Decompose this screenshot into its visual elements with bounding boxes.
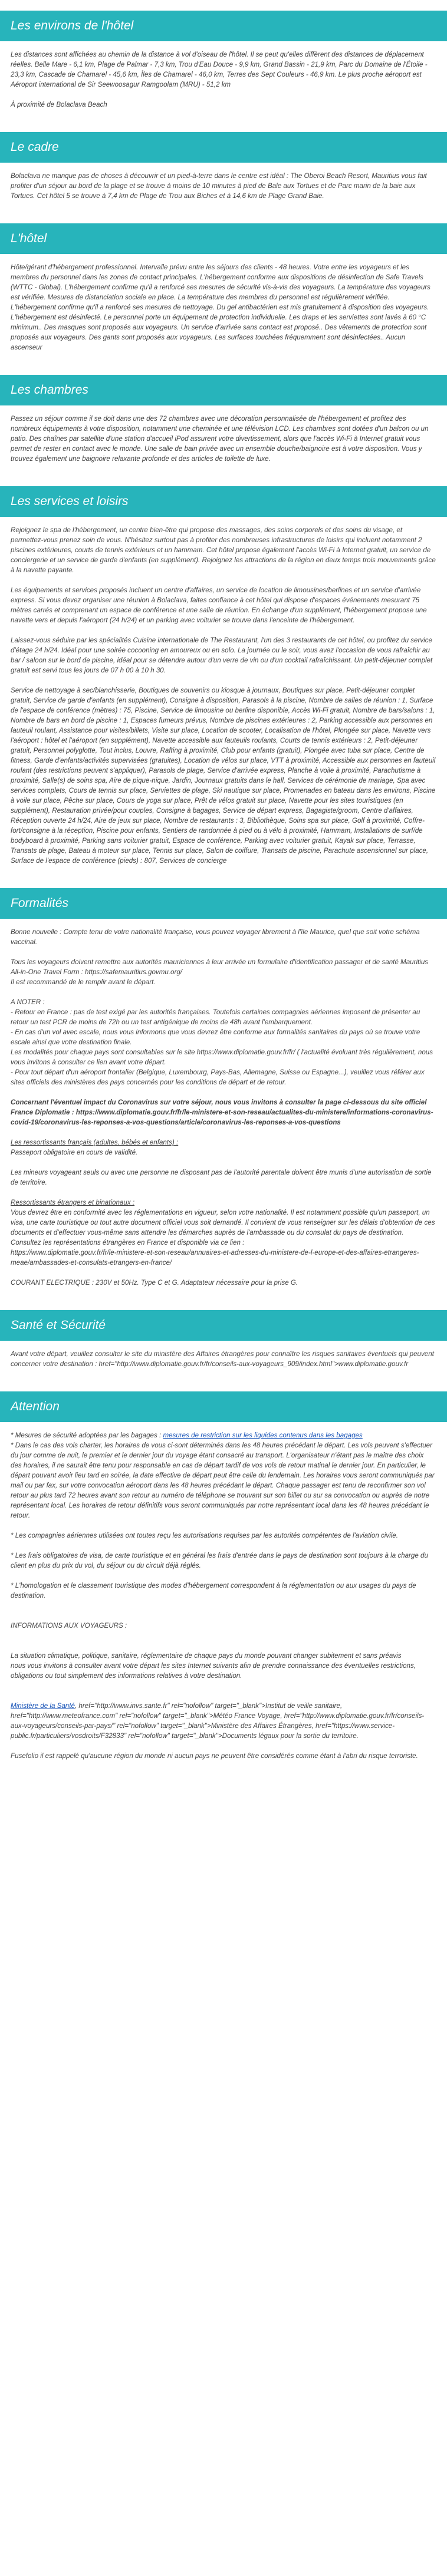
section-attention <box>0 1391 447 1761</box>
paragraph <box>11 1198 436 1208</box>
paragraph <box>11 1701 436 1741</box>
section-health-safety <box>0 1310 447 1369</box>
paragraph: Les équipements et services proposés incluent un centre d'affaires, un service de location de limousines/berlines et un service d'arrivée express. Si vous devez organiser une réunion à Bolaclava, faites confiance à cet hôtel qui dispose d'espaces événements mesurant 75 mètres carrés et comprenant un espace de conférence et une salle de réunion. En échange d'un supplément, l'hébergement propose une navette vers et depuis l'aéroport (24 h/24) et un parking avec voiturier se trouve dans l'enceinte de l'hébergement. <box>11 586 427 624</box>
paragraph: Les distances sont affichées au chemin de la distance à vol d'oiseau de l'hôtel. Il se peut qu'elles diffèrent des distances de déplacement réelles. Belle Mare - 6,1 km, Plage de Palmar - 7,3 km, Trou d'Eau Douce - 9,9 km, Grand Bassin - 21,9 km, Parc du Domaine de l'Étoile - 23,3 km, Cascade de Chamarel - 45,6 km, Îles de Chamarel - 46,0 km, Terres des Sept Couleurs - 46,9 km. Le plus proche aéroport est Aéroport international de Sir Seewoosagur Ramgoolam (MRU) - 51,2 km <box>11 51 428 88</box>
section-body <box>0 919 447 1288</box>
section-body <box>0 517 447 866</box>
paragraph: Les modalités pour chaque pays sont consultables sur le site https://www.diplomatie.gouv.fr/fr/ ( l'actualité évoluant très régulièrement, nous vous invitons à consulter ce lien avant votre départ. <box>11 1048 433 1066</box>
paragraph: https://www.diplomatie.gouv.fr/fr/le-ministere-et-son-reseau/annuaires-et-adresses-du-ministere-de-l-europe-et-des-affaires-etrangeres-meae/ambassades-et-consulats-etrangers-en-france/ <box>11 1249 419 1266</box>
paragraph: - Pour tout départ d'un aéroport frontalier (Belgique, Luxembourg, Pays-Bas, Allemagne, Suisse ou Espagne...), veuillez vous référer aux sites officiels des ministères des pays concernés pour les conditions de départ et de retour. <box>11 1068 425 1086</box>
health-ministry-link[interactable]: Ministère de la Santé <box>11 1702 75 1710</box>
paragraph: COURANT ELECTRIQUE : 230V et 50Hz. Type C et G. Adaptateur nécessaire pour la prise G. <box>11 1279 298 1287</box>
paragraph: Il est recommandé de le remplir avant le départ. <box>11 978 156 986</box>
section-title: Les services et loisirs <box>0 486 447 517</box>
section-hotel-surroundings <box>0 11 447 110</box>
section-body <box>0 254 447 352</box>
paragraph: La situation climatique, politique, sanitaire, réglementaire de chaque pays du monde pouvant changer subitement et sans préavis <box>11 1652 402 1660</box>
paragraph: Rejoignez le spa de l'hébergement, un centre bien-être qui propose des massages, des soins corporels et des soins du visage, et permettez-vous prenez soin de vous. N'hésitez surtout pas à profiter des nombreuses infrastructures de loisirs qui incluent notamment 2 piscines extérieures, courts de tennis extérieurs et un hammam. Cet hôtel propose également l'accès Wi-Fi à Internet gratuit, un service de conciergerie et un service de garde d'enfants (en supplément). Rejoignez les attractions de la région en deux temps trois mouvements grâce à la navette payante. <box>11 526 436 574</box>
subheading-french-nationals: Les ressortissants français (adultes, bébés et enfants) : <box>11 1139 179 1146</box>
paragraph: Passez un séjour comme il se doit dans une des 72 chambres avec une décoration personnalisée de l'hébergement et profitez des nombreux équipements à votre disposition, notamment une cheminée et une télévision LCD. Les chambres sont dotées d'un balcon ou un patio. Des chaînes par satellite d'une station d'accueil iPod assurent votre divertissement, alors que l'accès Wi-Fi à Internet gratuit vous permet de rester en contact avec le monde. Une salle de bain privée avec un ensemble douche/baignoire est à votre disposition. Vous y trouvez également une baignoire relaxante profonde et des articles de toilette de luxe. <box>11 415 429 463</box>
coronavirus-notice: Concernant l'éventuel impact du Coronavirus sur votre séjour, nous vous invitons à consulter la page ci-dessous du site officiel France Diplomatie : https://www.diplomatie.gouv.fr/fr/le-ministere-et-son-reseau/actualites-du-ministere/informations-coronavirus-covid-19/coronavirus-les-reponses-a-vos-questions/article/coronavirus-les-reponses-a-vos-questions <box>11 1099 433 1126</box>
section-formalities <box>0 888 447 1288</box>
subheading-foreign-nationals: Ressortissants étrangers et binationaux : <box>11 1199 135 1206</box>
paragraph: - En cas d'un vol avec escale, nous vous informons que vous devrez être conforme aux formalités sanitaires du pays où se trouve votre escale ainsi que votre destination finale. <box>11 1028 420 1046</box>
section-title: Le cadre <box>0 132 447 163</box>
section-body <box>0 405 447 464</box>
paragraph: Hôte/gérant d'hébergement professionnel. Intervalle prévu entre les séjours des clients - 48 heures. Votre entre les voyageurs et les membres du personnel dans les zones de contact principales. L'hébergement conforme aux dispositions de désinfection de Safe Travels (WTTC - Global). L'hébergement confirme qu'il a renforcé ses mesures de sécurité vis-à-vis des voyageurs. La température des voyageurs est vérifiée. Mesures de distanciation sociale en place. La température des membres du personnel est régulièrement vérifiée. L'hébergement confirme qu'il a renforcé ses mesures de nettoyage. Du gel antibactérien est mis gratuitement à disposition des voyageurs. L'hébergement est désinfecté. Le personnel porte un équipement de protection individuelle. Les draps et les serviettes sont lavés à 60 °C minimum.. Des masques sont proposés aux voyageurs. Un service d'arrivée sans contact est proposé.. Des vêtements de protection sont proposés aux voyageurs. Des gants sont proposés aux voyageurs. Les surfaces touchées fréquemment sont désinfectées.. Aucun ascenseur <box>11 263 430 351</box>
paragraph: À proximité de Bolaclava Beach <box>11 101 107 108</box>
section-body <box>0 41 447 110</box>
spacer <box>11 1611 436 1621</box>
paragraph <box>11 1097 436 1127</box>
paragraph: Passeport obligatoire en cours de validité. <box>11 1149 138 1156</box>
paragraph: Avant votre départ, veuillez consulter le site du ministère des Affaires étrangères pour connaître les risques sanitaires éventuels qui peuvent concerner votre destination : href="http://www.diplomatie.gouv.fr/fr/conseils-aux-voyageurs_909/index.html">www.diplomatie.gouv.fr <box>11 1350 434 1368</box>
paragraph: Service de nettoyage à sec/blanchisserie, Boutiques de souvenirs ou kiosque à journaux, Boutiques sur place, Petit-déjeuner complet gratuit, Service de garde d'enfants (en supplément), Consigne à disposition, Parasols à la piscine, Nombre de salles de réunion : 1, Surface de l'espace de conférence (mètres) : 75, Piscine, Service de limousine ou berline disponible, Accès Wi-Fi gratuit, Nombre de bars/salons : 1, Nombre de bars en bord de piscine : 1, Espaces fumeurs prévus, Nombre de piscines extérieures : 2, Parking accessible aux personnes en fauteuil roulant, Assistance pour visites/billets, Visite sur place, Location de scooter, Localisation de l'hôtel, Plongée sur place, Navette vers l'aéroport : hôtel et l'aéroport (en supplément), Navette accessible aux fauteuils roulants, Courts de tennis extérieurs : 2, Petit-déjeuner gratuit, Personnel polyglotte, Tout inclus, Louvre, Rafting à proximité, Club pour enfants (gratuit), Plongée avec tuba sur place, Centre de fitness, Garde d'enfants/activités supervisées (gratuites), Location de vélos sur place, VTT à proximité, Accessible aux personnes en fauteuil roulant (des restrictions peuvent s'appliquer), Parasols de plage, Service d'arrivée express, Planche à voile à proximité, Parachutisme à proximité, Salle(s) de soins spa, Aire de pique-nique, Jardin, Journaux gratuits dans le hall, Services de cérémonie de mariage, Spa avec services complets, Cours de tennis sur place, Serviettes de plage, Ski nautique sur place, Promenades en bateau dans les environs, Piscine à voile sur place, Pêche sur place, Cours de yoga sur place, Prêt de vélos gratuit sur place, Navette pour les sites touristiques (en supplément), Restauration privée/pour couples, Consigne à bagages, Service de départ express, Bagagiste/groom, Centre d'affaires, Réception ouverte 24 h/24, Aire de jeux sur place, Nombre de restaurants : 3, Bibliothèque, Soins spa sur place, Golf à proximité, Coffre-fort/consigne à la réception, Piscine pour enfants, Sentiers de randonnée à pied ou à vélo à proximité, Hammam, Installations de surf/de bodyboard à proximité, Parking sans voiturier gratuit, Espace de conférence, Parking avec voiturier gratuit, Kayak sur place, Terrasse, Transats de plage, Bateau à moteur sur place, Tennis sur place, Salon de coiffure, Transats de piscine, Parachute ascensionnel sur place, Surface de l'espace de conférence (pieds) : 807, Services de concierge <box>11 687 436 865</box>
section-title: Les chambres <box>0 375 447 405</box>
paragraph: Consultez les représentations étrangères en France et disponible via ce lien : <box>11 1239 245 1246</box>
security-label: * Mesures de sécurité adoptées par les bagages : <box>11 1432 162 1439</box>
paragraph: INFORMATIONS AUX VOYAGEURS : <box>11 1622 127 1630</box>
section-title: Santé et Sécurité <box>0 1310 447 1341</box>
paragraph: Tous les voyageurs doivent remettre aux autorités mauriciennes à leur arrivée un formulaire d'identification passager et de santé Mauritius All-in-One Travel Form : https://safemauritius.govmu.org/ <box>11 958 429 976</box>
section-title: L'hôtel <box>0 223 447 254</box>
paragraph: Vous devrez être en conformité avec les réglementations en vigueur, selon votre nationalité. Il est notamment possible qu'un passeport, un visa, une carte touristique ou tout autre document officiel vous soit demandé. Il convient de vous renseigner sur les délais d'obtention de ces documents et d'effectuer vous-même sans attendre les démarches auprès de l'ambassade ou du consulat du pays de destination. <box>11 1209 435 1236</box>
spacer <box>11 1691 436 1701</box>
paragraph <box>11 1137 436 1147</box>
paragraph: - Retour en France : pas de test exigé par les autorités françaises. Toutefois certaines compagnies aériennes imposent de présenter au retour un test PCR de moins de 72h ou un test antigénique de moins de 48h avant l'embarquement. <box>11 1008 420 1026</box>
paragraph: nous vous invitons à consulter avant votre départ les sites Internet suivants afin de prendre connaissance des éventuelles restrictions, obligations ou tout simplement des informations relatives à votre destination. <box>11 1662 416 1680</box>
paragraph: * Les frais obligatoires de visa, de carte touristique et en général les frais d'entrée dans le pays de destination sont toujours à la charge du client en plus du prix du vol, du séjour ou du circuit déjà réglés. <box>11 1552 428 1569</box>
section-services-leisure <box>0 486 447 866</box>
spacer <box>11 1641 436 1651</box>
section-body <box>0 1341 447 1369</box>
section-hotel <box>0 223 447 352</box>
links-text: , href="http://www.invs.sante.fr" rel="nofollow" target="_blank">Institut de veille sanitaire, href="http://www.meteofrance.com" rel="nofollow" target="_blank">Météo France Voyage, href="http://www.diplomatie.gouv.fr/fr/conseils-aux-voyageurs/conseils-par-pays/" rel="nofollow" target="_blank">Ministère des Affaires Étrangères, href="https://www.service-public.fr/particuliers/vosdroits/F32833" rel="nofollow" target="_blank">Documents légaux pour la sortie du territoire. <box>11 1702 425 1740</box>
section-title: Les environs de l'hôtel <box>0 11 447 41</box>
paragraph: * L'homologation et le classement touristique des modes d'hébergement correspondent à la réglementation ou aux usages du pays de destination. <box>11 1582 416 1599</box>
liquids-restriction-link[interactable]: mesures de restriction sur les liquides contenus dans les bagages <box>163 1432 363 1439</box>
section-title: Formalités <box>0 888 447 919</box>
section-setting <box>0 132 447 201</box>
paragraph: * Dans le cas des vols charter, les horaires de vous ci-sont déterminés dans les 48 heures précédant le départ. Les vols peuvent s'effectuer du jour comme de nuit, le premier et le dernier jour du voyage étant consacré au transport. L'organisateur n'étant pas le maître des choix des horaires, il ne saurait être tenu pour responsable en cas de départ tardif de vos vols de retour matinal le dernier jour. En particulier, le départ pouvant avoir lieu tard en soirée, la date effective de départ peut être celle du lendemain. Les horaires vous seront communiqués par mail ou par fax, sur votre convocation aéroport dans les 48 heures précédant le départ. Chaque passager est tenu de reconfirmer son vol retour au plus tard 72 heures avant son retour au numéro de téléphone se trouvant sur son billet ou sur sa convocation ou auprès de notre représentant local. Les horaires de retour définitifs vous seront communiqués par notre représentant local dans les 48 heures précédant le retour. <box>11 1442 435 1519</box>
section-body <box>0 163 447 201</box>
paragraph: A NOTER : <box>11 998 45 1006</box>
paragraph: Les mineurs voyageant seuls ou avec une personne ne disposant pas de l'autorité parentale doivent être munis d'une autorisation de sortie de territoire. <box>11 1169 432 1186</box>
paragraph: * Les compagnies aériennes utilisées ont toutes reçu les autorisations requises par les autorités compétentes de l'aviation civile. <box>11 1532 398 1539</box>
paragraph: Bonne nouvelle : Compte tenu de votre nationalité française, vous pouvez voyager librement à l'île Maurice, quel que soit votre schéma vaccinal. <box>11 928 420 946</box>
paragraph <box>11 1430 436 1440</box>
paragraph: Laissez-vous séduire par les spécialités Cuisine internationale de The Restaurant, l'un des 3 restaurants de cet hôtel, ou profitez du service d'étage 24 h/24. Idéal pour une soirée cocooning en amoureux ou en solo. La journée ou le soir, vous avez l'occasion de vous rafraîchir au bar / saloon sur le bord de piscine, idéal pour se détendre autour d'un verre de vin ou d'un cocktail rafraîchissant. Un petit-déjeuner complet gratuit est servi tous les jours de 07 h 00 à 10 h 30. <box>11 636 433 674</box>
section-rooms <box>0 375 447 464</box>
section-body <box>0 1422 447 1761</box>
section-title: Attention <box>0 1391 447 1422</box>
paragraph: Fusefolio il est rappelé qu'aucune région du monde ni aucun pays ne peuvent être considérés comme étant à l'abri du risque terroriste. <box>11 1752 418 1760</box>
paragraph: Bolaclava ne manque pas de choses à découvrir et un pied-à-terre dans le centre est idéal : The Oberoi Beach Resort, Mauritius vous fait profiter d'un séjour au bord de la plage et se trouve à moins de 10 minutes à pied de Bale aux Tortues et de Parc marin de la baie aux Tortues. Cet hôtel 5 se trouve à 7,4 km de Plage de Trou aux Biches et à 14,6 km de Plage Grand Baie. <box>11 172 427 200</box>
